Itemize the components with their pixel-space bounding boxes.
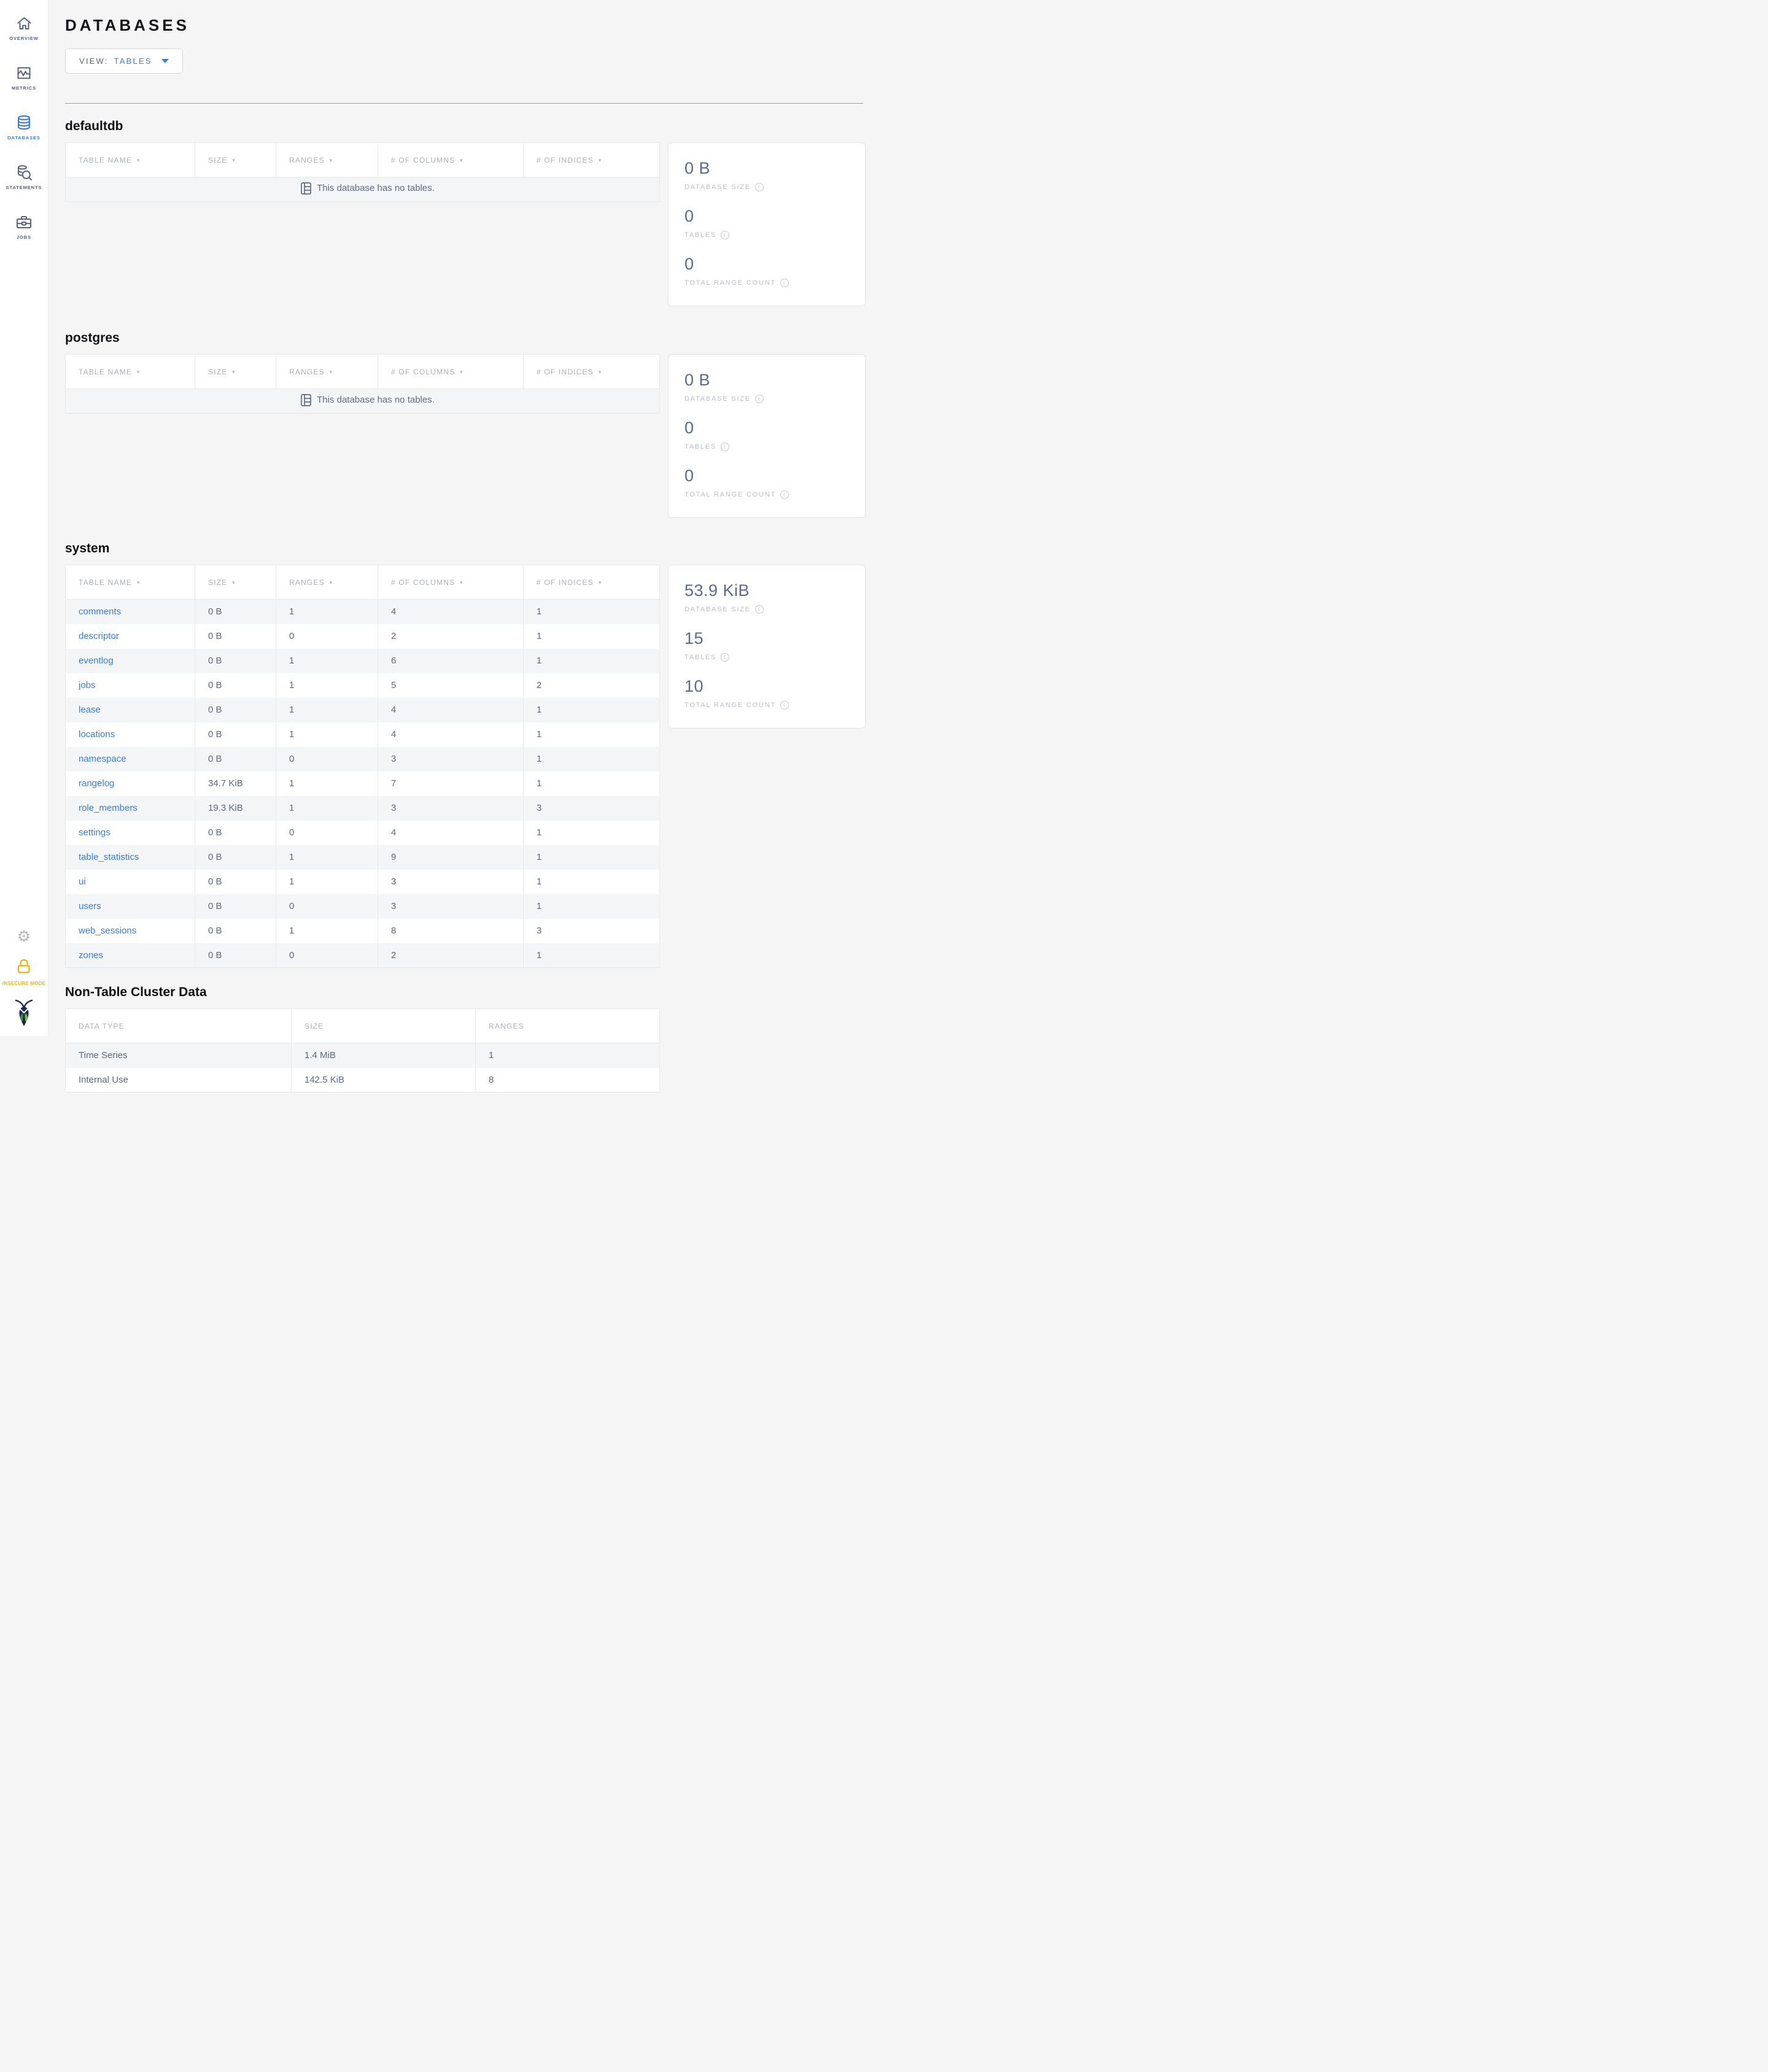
sort-arrow-icon: ▼ <box>136 157 142 163</box>
column-header-columns[interactable]: # OF COLUMNS ▼ <box>378 565 524 600</box>
size-cell: 0 B <box>195 870 276 894</box>
gear-icon[interactable]: ⚙ <box>17 928 31 945</box>
table-name-link[interactable]: locations <box>79 729 115 740</box>
ranges-cell: 1 <box>276 673 378 698</box>
non-table-cluster-data-section <box>65 985 866 1092</box>
database-name-heading: postgres <box>65 331 120 345</box>
size-cell: 19.3 KiB <box>195 796 276 821</box>
table-name-link[interactable]: role_members <box>79 803 138 813</box>
sort-arrow-icon: ▼ <box>136 579 142 586</box>
databases-icon <box>16 115 32 131</box>
size-cell: 0 B <box>195 943 276 968</box>
table-name-cell <box>66 845 195 870</box>
jobs-icon <box>16 214 32 230</box>
sidebar-item-label: OVERVIEW <box>9 36 39 41</box>
stat-value: 10 <box>684 677 704 695</box>
stat-value: 0 <box>684 207 694 225</box>
non-table-heading: Non-Table Cluster Data <box>65 985 207 999</box>
sidebar-item-statements[interactable] <box>0 159 48 196</box>
table-row <box>66 771 660 796</box>
indices-cell: 3 <box>524 919 660 943</box>
size-cell: 0 B <box>195 894 276 919</box>
indices-cell: 1 <box>524 943 660 968</box>
database-summary-card <box>668 565 866 729</box>
columns-cell: 8 <box>378 919 524 943</box>
column-header-table-name[interactable]: TABLE NAME ▼ <box>66 565 195 600</box>
indices-cell: 1 <box>524 870 660 894</box>
column-header-size[interactable]: SIZE ▼ <box>195 143 276 177</box>
table-row <box>66 1043 660 1068</box>
size-cell: 0 B <box>195 698 276 722</box>
stat-database-size: 0 B DATABASE SIZE I <box>684 371 849 403</box>
table-row <box>66 943 660 968</box>
table-name-link[interactable]: ui <box>79 876 86 887</box>
table-name-link[interactable]: zones <box>79 949 104 961</box>
table-row <box>66 870 660 894</box>
table-name-link[interactable]: descriptor <box>79 631 119 641</box>
table-name-link[interactable]: comments <box>79 606 122 617</box>
stat-value: 0 <box>684 419 694 437</box>
table-header-row <box>66 143 660 177</box>
columns-cell: 7 <box>378 771 524 796</box>
table-name-cell <box>66 796 195 821</box>
size-cell: 0 B <box>195 673 276 698</box>
columns-cell: 3 <box>378 894 524 919</box>
ranges-cell: 1 <box>276 722 378 747</box>
home-icon <box>17 15 32 31</box>
insecure-mode-indicator[interactable] <box>2 958 45 986</box>
ranges-cell: 1 <box>276 771 378 796</box>
columns-cell: 9 <box>378 845 524 870</box>
table-header-row <box>66 1009 660 1043</box>
main-content <box>48 0 884 1117</box>
indices-cell: 1 <box>524 771 660 796</box>
sort-arrow-icon: ▼ <box>459 157 465 163</box>
ranges-cell: 1 <box>276 600 378 624</box>
table-name-cell <box>66 894 195 919</box>
columns-cell: 4 <box>378 600 524 624</box>
data-type-cell: Internal Use <box>66 1068 292 1092</box>
info-icon[interactable]: I <box>780 279 789 287</box>
indices-cell: 1 <box>524 624 660 649</box>
table-row <box>66 1068 660 1092</box>
table-name-link[interactable]: web_sessions <box>79 926 137 936</box>
table-name-cell <box>66 673 195 698</box>
size-cell: 0 B <box>195 722 276 747</box>
column-header-size[interactable]: SIZE ▼ <box>195 565 276 600</box>
sort-arrow-icon: ▼ <box>231 369 237 375</box>
database-section-defaultdb <box>65 119 866 306</box>
tables-table <box>65 354 660 414</box>
columns-cell: 4 <box>378 698 524 722</box>
sidebar-item-metrics[interactable] <box>0 60 48 96</box>
ranges-cell: 0 <box>276 894 378 919</box>
sidebar-item-label: STATEMENTS <box>6 185 42 190</box>
ranges-cell: 1 <box>276 796 378 821</box>
column-header-columns[interactable]: # OF COLUMNS ▼ <box>378 355 524 389</box>
info-icon[interactable]: I <box>755 183 764 191</box>
stat-value: 0 B <box>684 159 711 177</box>
stat-tables: 0 TABLES I <box>684 207 849 239</box>
table-name-link[interactable]: users <box>79 901 101 911</box>
cockroachdb-logo <box>12 999 36 1030</box>
database-section-postgres <box>65 331 866 518</box>
info-icon[interactable]: I <box>755 395 764 403</box>
table-name-cell <box>66 698 195 722</box>
table-name-link[interactable]: lease <box>79 705 101 715</box>
column-header-columns[interactable]: # OF COLUMNS ▼ <box>378 143 524 177</box>
table-row <box>66 698 660 722</box>
size-cell: 0 B <box>195 919 276 943</box>
table-row <box>66 845 660 870</box>
columns-cell: 4 <box>378 722 524 747</box>
info-icon[interactable]: I <box>721 443 729 451</box>
tables-table <box>65 142 660 202</box>
stat-value: 15 <box>684 629 704 648</box>
info-icon[interactable]: I <box>721 653 729 662</box>
table-row <box>66 722 660 747</box>
table-name-link[interactable]: settings <box>79 827 110 838</box>
column-header-indices[interactable]: # OF INDICES ▼ <box>524 143 660 177</box>
size-cell: 1.4 MiB <box>292 1043 476 1068</box>
columns-cell: 6 <box>378 649 524 673</box>
sidebar-item-databases[interactable] <box>0 109 48 146</box>
table-name-cell <box>66 821 195 845</box>
size-cell: 0 B <box>195 600 276 624</box>
table-icon <box>301 182 311 195</box>
sort-arrow-icon: ▼ <box>328 579 335 586</box>
empty-state-text: This database has no tables. <box>317 395 435 405</box>
stat-database-size: 53.9 KiB DATABASE SIZE I <box>684 581 849 614</box>
stat-value: 0 <box>684 466 694 485</box>
size-cell: 0 B <box>195 821 276 845</box>
size-cell: 0 B <box>195 747 276 771</box>
empty-state <box>66 389 660 414</box>
table-row <box>66 821 660 845</box>
size-cell: 34.7 KiB <box>195 771 276 796</box>
stat-value: 0 <box>684 255 694 273</box>
columns-cell: 4 <box>378 821 524 845</box>
column-header-indices[interactable]: # OF INDICES ▼ <box>524 355 660 389</box>
sort-arrow-icon: ▼ <box>597 157 603 163</box>
table-row <box>66 600 660 624</box>
column-header-size[interactable]: SIZE ▼ <box>195 355 276 389</box>
ranges-cell: 1 <box>276 649 378 673</box>
info-icon[interactable]: I <box>755 605 764 614</box>
column-header-table-name[interactable]: TABLE NAME ▼ <box>66 143 195 177</box>
divider <box>65 103 863 104</box>
stat-total-range-count: 0 TOTAL RANGE COUNT I <box>684 255 849 287</box>
view-dropdown-label: VIEW: <box>79 56 109 66</box>
stat-total-range-count: 10 TOTAL RANGE COUNT I <box>684 677 849 709</box>
database-summary-card <box>668 142 866 306</box>
size-cell: 0 B <box>195 845 276 870</box>
column-header-table-name[interactable]: TABLE NAME ▼ <box>66 355 195 389</box>
table-name-cell <box>66 747 195 771</box>
columns-cell: 3 <box>378 796 524 821</box>
view-dropdown-value: TABLES <box>114 56 152 66</box>
sort-arrow-icon: ▼ <box>328 157 335 163</box>
indices-cell: 1 <box>524 747 660 771</box>
stat-value: 0 B <box>684 371 711 389</box>
chevron-down-icon <box>161 59 169 63</box>
column-header-ranges[interactable]: RANGES ▼ <box>276 565 378 600</box>
table-name-cell <box>66 771 195 796</box>
page-title: DATABASES <box>65 16 190 34</box>
size-cell: 0 B <box>195 624 276 649</box>
ranges-cell: 0 <box>276 624 378 649</box>
indices-cell: 3 <box>524 796 660 821</box>
table-name-cell <box>66 870 195 894</box>
sort-arrow-icon: ▼ <box>597 369 603 375</box>
sort-arrow-icon: ▼ <box>459 369 465 375</box>
unlock-icon <box>16 958 32 977</box>
table-name-cell <box>66 649 195 673</box>
tables-table <box>65 565 660 968</box>
sort-arrow-icon: ▼ <box>231 157 237 163</box>
sidebar-item-label: METRICS <box>11 85 37 91</box>
table-name-link[interactable]: rangelog <box>79 778 115 789</box>
sort-arrow-icon: ▼ <box>328 369 335 375</box>
size-cell: 142.5 KiB <box>292 1068 476 1092</box>
info-icon[interactable]: I <box>721 231 729 239</box>
data-type-cell: Time Series <box>66 1043 292 1068</box>
column-header-ranges[interactable]: RANGES ▼ <box>276 143 378 177</box>
non-table-data-table <box>65 1008 660 1092</box>
view-dropdown[interactable] <box>65 48 183 74</box>
ranges-cell: 1 <box>276 870 378 894</box>
table-row <box>66 919 660 943</box>
insecure-mode-label: INSECURE MODE <box>2 981 46 986</box>
columns-cell: 3 <box>378 870 524 894</box>
table-name-cell <box>66 600 195 624</box>
table-name-cell <box>66 943 195 968</box>
sidebar-bottom <box>2 929 45 1036</box>
ranges-cell: 0 <box>276 747 378 771</box>
table-name-cell <box>66 624 195 649</box>
column-header-ranges: RANGES <box>476 1009 660 1043</box>
table-row <box>66 624 660 649</box>
indices-cell: 1 <box>524 649 660 673</box>
table-name-link[interactable]: table_statistics <box>79 852 139 862</box>
info-icon[interactable]: I <box>780 701 789 709</box>
table-name-cell <box>66 722 195 747</box>
sidebar-item-label: DATABASES <box>7 135 41 141</box>
table-header-row <box>66 355 660 389</box>
database-summary-card <box>668 354 866 518</box>
indices-cell: 1 <box>524 845 660 870</box>
table-row <box>66 796 660 821</box>
info-icon[interactable]: I <box>780 490 789 499</box>
table-name-link[interactable]: namespace <box>79 754 126 764</box>
sidebar-item-jobs[interactable] <box>0 209 48 245</box>
statements-icon <box>16 164 33 180</box>
sort-arrow-icon: ▼ <box>459 579 465 586</box>
stat-total-range-count: 0 TOTAL RANGE COUNT I <box>684 466 849 499</box>
indices-cell: 1 <box>524 894 660 919</box>
table-name-link[interactable]: jobs <box>79 680 96 690</box>
ranges-cell: 1 <box>276 698 378 722</box>
sidebar-item-label: JOBS <box>16 234 32 240</box>
column-header-ranges[interactable]: RANGES ▼ <box>276 355 378 389</box>
empty-state <box>66 177 660 202</box>
empty-state-text: This database has no tables. <box>317 183 435 193</box>
ranges-cell: 1 <box>276 919 378 943</box>
ranges-cell: 8 <box>476 1068 660 1092</box>
table-header-row <box>66 565 660 600</box>
ranges-cell: 1 <box>276 845 378 870</box>
stat-tables: 0 TABLES I <box>684 419 849 451</box>
indices-cell: 1 <box>524 698 660 722</box>
sort-arrow-icon: ▼ <box>136 369 142 375</box>
table-row <box>66 673 660 698</box>
metrics-icon <box>17 65 31 81</box>
table-row <box>66 747 660 771</box>
ranges-cell: 1 <box>476 1043 660 1068</box>
table-icon <box>301 394 311 406</box>
column-header-size: SIZE <box>292 1009 476 1043</box>
database-name-heading: system <box>65 541 110 555</box>
columns-cell: 2 <box>378 943 524 968</box>
indices-cell: 2 <box>524 673 660 698</box>
database-name-heading: defaultdb <box>65 119 123 133</box>
table-row <box>66 894 660 919</box>
stat-value: 53.9 KiB <box>684 581 750 600</box>
column-header-data-type: DATA TYPE <box>66 1009 292 1043</box>
column-header-indices[interactable]: # OF INDICES ▼ <box>524 565 660 600</box>
columns-cell: 3 <box>378 747 524 771</box>
columns-cell: 5 <box>378 673 524 698</box>
indices-cell: 1 <box>524 821 660 845</box>
sort-arrow-icon: ▼ <box>231 579 237 586</box>
ranges-cell: 0 <box>276 821 378 845</box>
stat-tables: 15 TABLES I <box>684 629 849 662</box>
table-name-link[interactable]: eventlog <box>79 655 114 666</box>
sort-arrow-icon: ▼ <box>597 579 603 586</box>
sidebar <box>0 0 48 1036</box>
table-row <box>66 649 660 673</box>
indices-cell: 1 <box>524 600 660 624</box>
database-section-system <box>65 541 866 968</box>
stat-database-size: 0 B DATABASE SIZE I <box>684 159 849 191</box>
indices-cell: 1 <box>524 722 660 747</box>
size-cell: 0 B <box>195 649 276 673</box>
sidebar-item-overview[interactable] <box>0 10 48 47</box>
ranges-cell: 0 <box>276 943 378 968</box>
table-name-cell <box>66 919 195 943</box>
columns-cell: 2 <box>378 624 524 649</box>
